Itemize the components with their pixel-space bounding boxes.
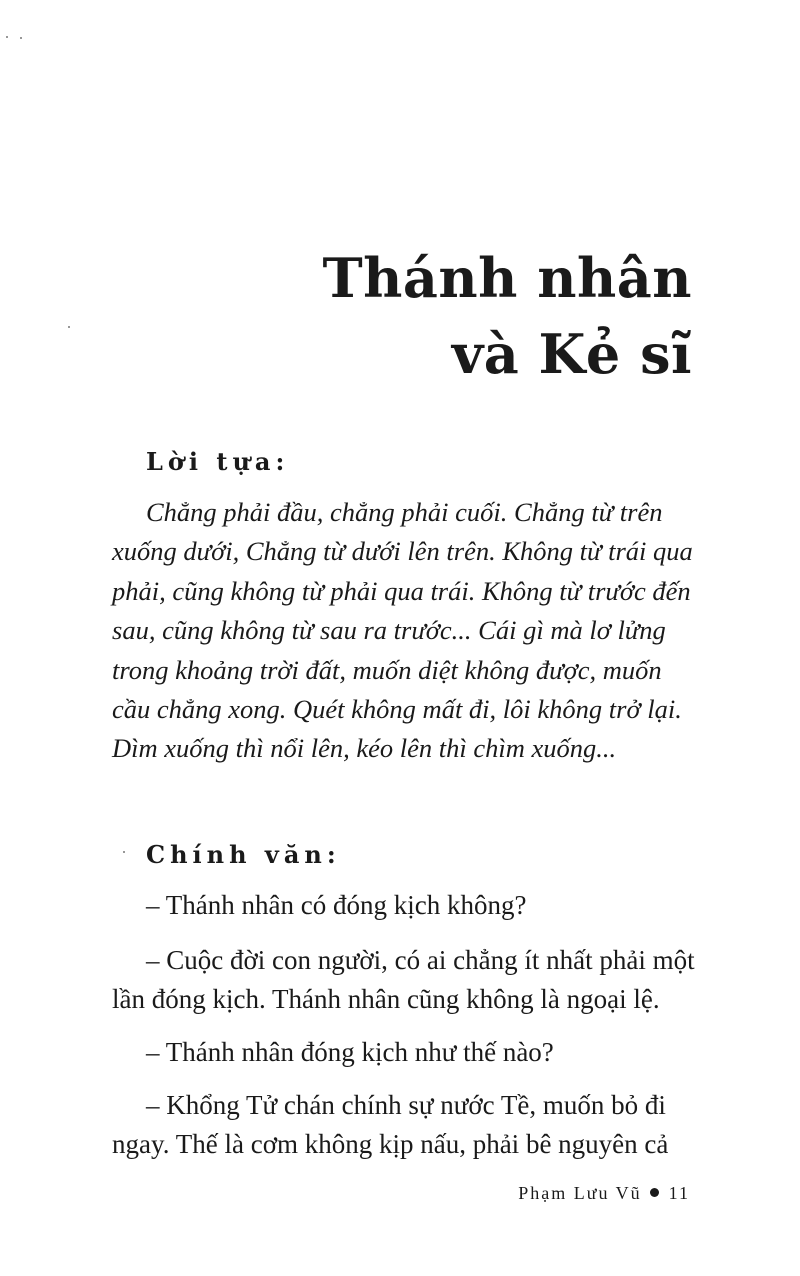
main-text-label: Chính văn: (146, 840, 341, 869)
chapter-title-line-1: Thánh nhân (322, 246, 692, 311)
chapter-title (322, 240, 692, 392)
scan-speck (6, 36, 8, 38)
preface-label: Lời tựa: (146, 447, 290, 476)
paragraph-1: – Thánh nhân có đóng kịch không? (146, 890, 527, 920)
paragraph-2: – Cuộc đời con người, có ai chẳng ít nhất phải một lần đóng kịch. Thánh nhân cũng không là ngoại lệ. (112, 945, 695, 1014)
scan-speck (20, 37, 22, 39)
scan-speck (68, 326, 70, 328)
scan-speck (123, 851, 125, 853)
page-footer (518, 1183, 690, 1204)
chapter-title-line-2: và Kẻ sĩ (451, 322, 692, 387)
paragraph-3: – Thánh nhân đóng kịch như thế nào? (146, 1037, 554, 1067)
footer-author: Phạm Lưu Vũ (518, 1183, 642, 1203)
preface-text: Chẳng phải đầu, chẳng phải cuối. Chẳng từ trên xuống dưới, Chẳng từ dưới lên trên. Không từ trái qua phải, cũng không từ phải qua trái. Không từ trước đến sau, cũng không từ sau ra trước... Cái gì mà lơ lửng trong khoảng trời đất, muốn diệt không được, muốn cầu chẳng xong. Quét không mất đi, lôi không trở lại. Dìm xuống thì nổi lên, kéo lên thì chìm xuống... (112, 497, 693, 764)
page-number: 11 (668, 1183, 690, 1203)
bullet-icon (650, 1188, 659, 1197)
paragraph-4: – Khổng Tử chán chính sự nước Tề, muốn bỏ đi ngay. Thế là cơm không kịp nấu, phải bê nguyên cả (112, 1090, 669, 1159)
